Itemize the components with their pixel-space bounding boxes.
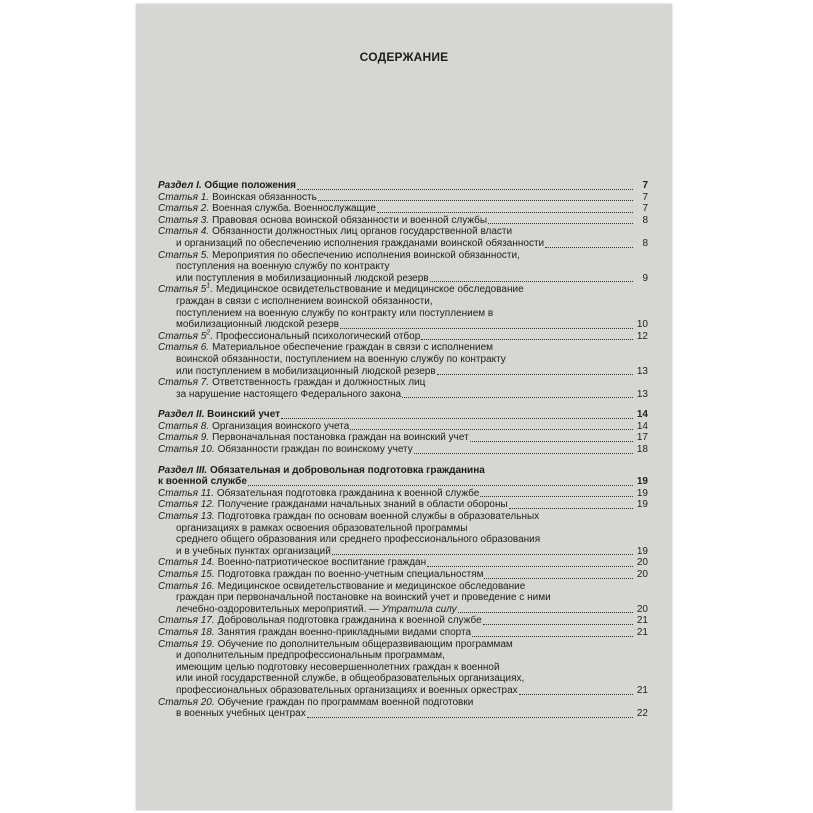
article-title: Статья 18. Занятия граждан военно-прикладными видами спорта	[158, 626, 472, 638]
dot-leader	[519, 694, 633, 695]
article-number: Статья 4.	[158, 226, 210, 238]
toc-section	[158, 180, 648, 400]
entry-line	[158, 366, 648, 378]
article-number: Статья 11.	[158, 487, 214, 499]
entry-line	[158, 284, 648, 296]
toc-entry	[158, 488, 648, 500]
toc-entry	[158, 697, 648, 720]
entry-line	[158, 354, 648, 366]
article-number: Статья 15.	[158, 569, 215, 580]
toc-entry	[158, 581, 648, 616]
article-superscript: 2	[206, 329, 211, 337]
entry-line	[158, 421, 648, 433]
article-title: Статья 3. Правовая основа воинской обязанности и военной службы	[158, 214, 488, 226]
article-number: Статья $5^2$.	[158, 329, 213, 342]
article-title-continued: лечебно-оздоровительных мероприятий. — Утратила силу	[176, 603, 457, 615]
dot-leader	[509, 508, 633, 509]
dot-leader	[480, 496, 633, 497]
book-page	[136, 4, 672, 810]
article-title: Статья 16. Медицинское освидетельствование и медицинское обследование	[158, 580, 526, 592]
page-number: 7	[642, 180, 648, 191]
article-number: Статья 1.	[158, 191, 210, 203]
section-heading-row	[158, 476, 648, 488]
dot-leader	[470, 441, 633, 442]
entry-line	[158, 662, 648, 674]
toc-entry	[158, 557, 648, 569]
article-title-continued: или поступлением в мобилизационный людской резерв	[176, 365, 436, 377]
section-heading-row	[158, 409, 648, 421]
entry-line	[158, 685, 648, 697]
article-number: Статья 14.	[158, 557, 215, 569]
entry-line	[158, 673, 648, 685]
entry-line	[158, 192, 648, 204]
table-of-contents	[158, 180, 648, 729]
page-number: 21	[636, 615, 648, 627]
section-heading: Раздел I. Общие положения	[158, 180, 296, 191]
entry-line	[158, 377, 648, 389]
toc-entry	[158, 639, 648, 697]
article-title: Статья $5^2$. Профессиональный психологический отбор	[158, 329, 421, 342]
toc-entry	[158, 615, 648, 627]
entry-line	[158, 499, 648, 511]
entry-line	[158, 615, 648, 627]
article-title: Статья 12. Получение гражданами начальных знаний в области обороны	[158, 499, 508, 511]
toc-entry	[158, 215, 648, 227]
article-number: Статья $5^1$.	[158, 283, 213, 296]
entry-line	[158, 534, 648, 546]
article-title-continued: или поступления в мобилизационный людской резерв	[176, 272, 429, 284]
article-number: Статья 17.	[158, 615, 215, 627]
entry-line	[158, 342, 648, 354]
page-number: 13	[636, 388, 648, 400]
section-prefix: Раздел II.	[158, 409, 205, 421]
article-title: Статья $5^1$. Медицинское освидетельствование и медицинское обследование	[158, 283, 524, 296]
toc-entry	[158, 432, 648, 444]
article-title-continued: мобилизационный людской резерв	[176, 319, 339, 331]
page-number: 14	[636, 409, 648, 421]
page-number: 8	[642, 214, 648, 226]
dot-leader	[545, 247, 633, 248]
entry-line	[158, 432, 648, 444]
article-title-continued: граждан в связи с исполнением воинской обязанности,	[176, 295, 433, 307]
dot-leader	[340, 328, 633, 329]
section-prefix: Раздел I.	[158, 180, 202, 191]
entry-line	[158, 238, 648, 250]
page-number: 19	[636, 476, 648, 488]
page-number: 18	[636, 444, 648, 456]
page-number: 14	[636, 420, 648, 432]
article-number: Статья 16.	[158, 580, 215, 592]
dot-leader	[484, 578, 633, 579]
dot-leader	[377, 212, 633, 213]
entry-line	[158, 273, 648, 285]
section-heading: Раздел II. Воинский учет	[158, 409, 281, 421]
dot-leader	[248, 485, 633, 486]
entry-line	[158, 226, 648, 238]
entry-line	[158, 308, 648, 320]
article-title: Статья 7. Ответственность граждан и должностных лиц	[158, 377, 426, 389]
entry-line	[158, 546, 648, 558]
toc-entry	[158, 342, 648, 377]
entry-line	[158, 296, 648, 308]
dot-leader	[281, 418, 633, 419]
article-title-continued: поступления на военную службу по контракту	[176, 261, 390, 273]
section-prefix: Раздел III.	[158, 464, 208, 476]
page-number: 10	[636, 319, 648, 331]
article-title: Статья 8. Организация воинского учета	[158, 420, 350, 432]
page-number: 20	[636, 603, 648, 615]
article-title-continued: или иной государственной службе, в общеобразовательных организациях,	[176, 673, 525, 685]
article-number: Статья 5.	[158, 249, 210, 261]
section-heading-continued: к военной службе	[158, 476, 247, 488]
article-title-continued: и организаций по обеспечению исполнения гражданами воинской обязанности	[176, 237, 545, 249]
toc-section	[158, 465, 648, 720]
article-title-continued: за нарушение настоящего Федерального закона	[176, 388, 402, 400]
article-note: Утратила силу	[379, 603, 457, 615]
page-number: 20	[636, 569, 648, 580]
toc-entry	[158, 421, 648, 433]
article-number: Статья 6.	[158, 342, 210, 354]
entry-line	[158, 389, 648, 401]
dot-leader	[437, 374, 633, 375]
article-title-continued: граждан при первоначальной постановке на воинский учет и проведение с ними	[176, 592, 551, 604]
article-title-continued: профессиональных образовательных организациях и военных оркестрах	[176, 684, 518, 696]
dot-leader	[414, 453, 633, 454]
toc-entry	[158, 250, 648, 285]
entry-line	[158, 627, 648, 639]
entry-line	[158, 557, 648, 569]
dot-leader	[427, 566, 633, 567]
dot-leader	[430, 281, 633, 282]
dot-leader	[472, 636, 633, 637]
article-number: Статья 10.	[158, 444, 215, 456]
toc-section	[158, 409, 648, 455]
page-number: 22	[636, 708, 648, 720]
article-title: Статья 14. Военно-патриотическое воспитание граждан	[158, 557, 427, 569]
dot-leader	[458, 612, 633, 613]
entry-line	[158, 488, 648, 500]
article-title-continued: и в учебных пунктах организаций	[176, 545, 331, 557]
toc-entry	[158, 284, 648, 330]
page-number: 13	[636, 365, 648, 377]
article-number: Статья 8.	[158, 420, 210, 432]
page-number: 9	[642, 272, 648, 284]
article-number: Статья 13.	[158, 511, 215, 523]
article-title: Статья 13. Подготовка граждан по основам военной службы в образовательных	[158, 511, 540, 523]
page-number: 7	[642, 203, 648, 215]
entry-line	[158, 250, 648, 262]
toc-entry	[158, 444, 648, 456]
article-title: Статья 9. Первоначальная постановка граждан на воинский учет	[158, 432, 469, 444]
entry-line	[158, 319, 648, 331]
article-title: Статья 5. Мероприятия по обеспечению исполнения воинской обязанности,	[158, 249, 520, 261]
article-number: Статья 19.	[158, 638, 215, 650]
section-heading-row	[158, 180, 648, 192]
toc-entry	[158, 331, 648, 343]
entry-line	[158, 697, 648, 709]
dot-leader	[488, 223, 633, 224]
entry-line	[158, 708, 648, 720]
article-title-continued: имеющим целью подготовку несовершеннолетних граждан к военной	[176, 661, 500, 673]
toc-entry	[158, 192, 648, 204]
entry-line	[158, 604, 648, 616]
dot-leader	[350, 429, 633, 430]
article-number: Статья 12.	[158, 499, 215, 511]
dot-leader	[332, 554, 633, 555]
dot-leader	[318, 200, 633, 201]
section-heading: Раздел III. Обязательная и добровольная подготовка гражданина	[158, 464, 485, 476]
article-title: Статья 2. Военная служба. Военнослужащие	[158, 203, 376, 215]
article-title: Статья 11. Обязательная подготовка гражданина к военной службе	[158, 487, 480, 499]
article-number: Статья 9.	[158, 432, 210, 444]
article-number: Статья 3.	[158, 214, 210, 226]
entry-line	[158, 569, 648, 581]
article-title: Статья 1. Воинская обязанность	[158, 191, 317, 203]
toc-entry	[158, 499, 648, 511]
article-title-continued: поступлением на военную службу по контракту или поступлением в	[176, 307, 494, 319]
page-number: 7	[642, 191, 648, 203]
entry-line	[158, 444, 648, 456]
article-title-continued: и дополнительным предпрофессиональным программам,	[176, 650, 445, 662]
article-title-continued: организациях в рамках освоения образовательной программы	[176, 522, 468, 534]
page-title: СОДЕРЖАНИЕ	[359, 50, 449, 64]
page-number: 20	[636, 557, 648, 569]
page-number: 8	[642, 237, 648, 249]
page-number: 19	[636, 545, 648, 557]
toc-entry	[158, 226, 648, 249]
entry-line	[158, 581, 648, 593]
entry-line	[158, 639, 648, 651]
toc-entry	[158, 203, 648, 215]
article-number: Статья 20.	[158, 696, 215, 708]
toc-entry	[158, 377, 648, 400]
dot-leader	[483, 624, 633, 625]
page-number: 21	[636, 684, 648, 696]
toc-entry	[158, 627, 648, 639]
entry-line	[158, 203, 648, 215]
page-number: 17	[636, 432, 648, 444]
article-title: Статья 19. Обучение по дополнительным общеразвивающим программам	[158, 638, 513, 650]
article-title: Статья 15. Подготовка граждан по военно-учетным специальностям	[158, 569, 484, 580]
toc-entry	[158, 511, 648, 557]
article-number: Статья 2.	[158, 203, 210, 215]
page-number: 12	[636, 330, 648, 342]
dot-leader	[307, 717, 633, 718]
dot-leader	[402, 397, 633, 398]
article-title: Статья 17. Добровольная подготовка гражданина к военной службе	[158, 615, 482, 627]
article-title: Статья 20. Обучение граждан по программам военной подготовки	[158, 696, 474, 708]
page-number: 19	[636, 499, 648, 511]
entry-line	[158, 523, 648, 535]
article-title: Статья 10. Обязанности граждан по воинскому учету	[158, 444, 413, 456]
article-number: Статья 18.	[158, 626, 215, 638]
entry-line	[158, 215, 648, 227]
entry-line	[158, 592, 648, 604]
toc-entry	[158, 569, 648, 581]
article-title: Статья 4. Обязанности должностных лиц органов государственной власти	[158, 226, 513, 238]
article-title: Статья 6. Материальное обеспечение граждан в связи с исполнением	[158, 342, 494, 354]
entry-line	[158, 261, 648, 273]
entry-line	[158, 511, 648, 523]
dot-leader	[421, 339, 633, 340]
article-title-continued: в военных учебных центрах	[176, 708, 306, 720]
article-title-continued: среднего общего образования или среднего профессионального образования	[176, 534, 541, 546]
entry-line	[158, 650, 648, 662]
entry-line	[158, 331, 648, 343]
page-number: 21	[636, 626, 648, 638]
dot-leader	[297, 189, 633, 190]
article-superscript: 1	[206, 283, 211, 291]
article-number: Статья 7.	[158, 377, 210, 389]
article-title-continued: воинской обязанности, поступлением на военную службу по контракту	[176, 353, 506, 365]
page-number: 19	[636, 487, 648, 499]
